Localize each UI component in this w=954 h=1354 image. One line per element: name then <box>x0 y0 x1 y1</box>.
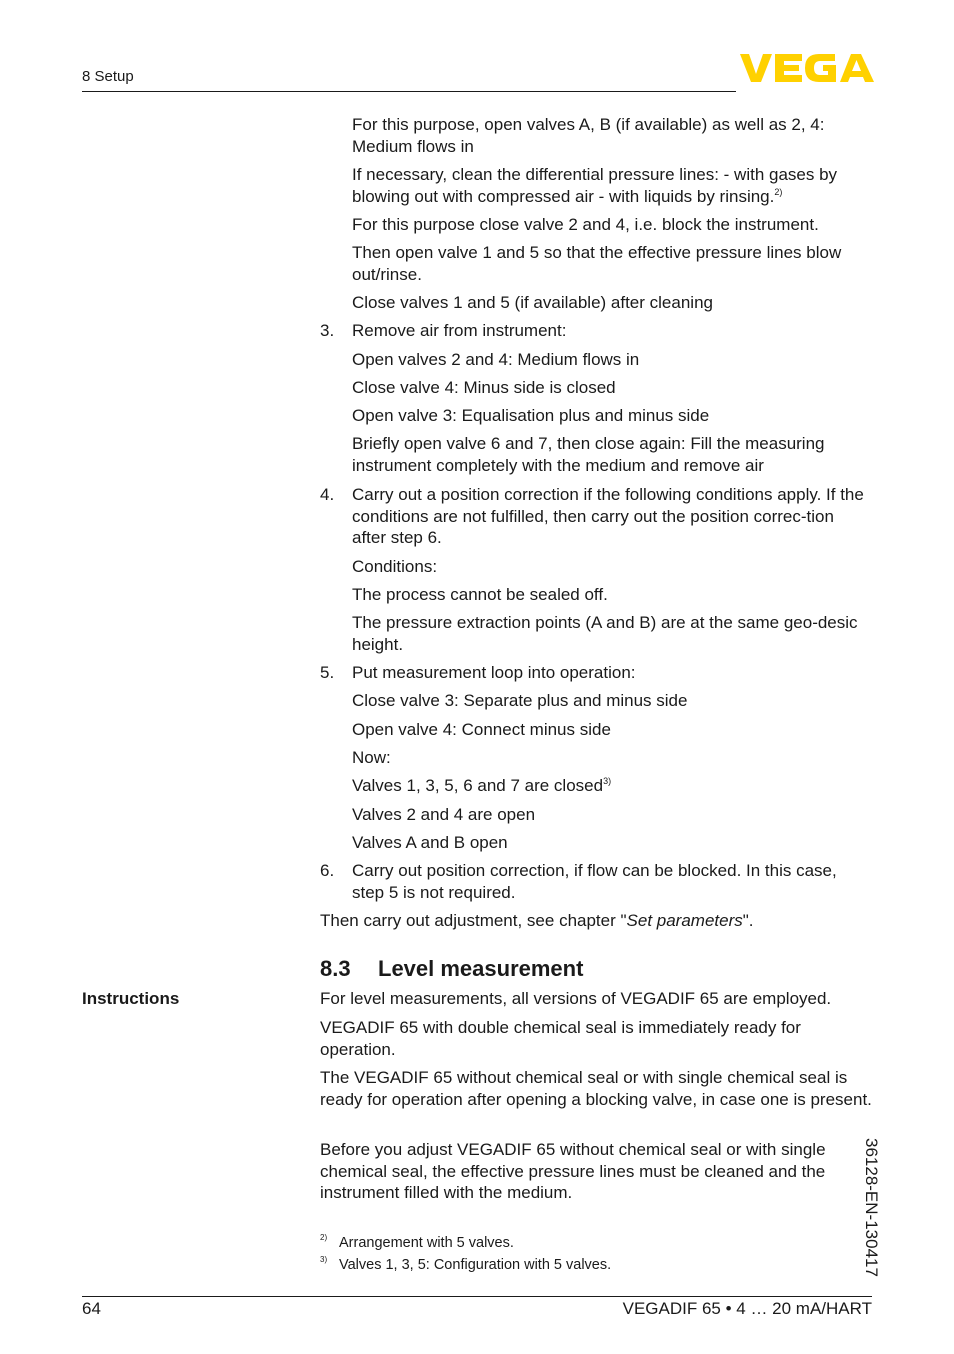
step-note: Now: <box>352 748 391 767</box>
step-note: Valves A and B open <box>352 833 508 852</box>
footnote-text: Valves 1, 3, 5: Configuration with 5 valves. <box>339 1257 612 1273</box>
step-note: Open valve 3: Equalisation plus and minus side <box>352 406 710 425</box>
step-note: For this purpose close valve 2 and 4, i.e. block the instrument. <box>352 215 819 234</box>
section-heading <box>320 956 583 982</box>
step-title: Carry out a position correction if the following conditions apply. If the conditions are not fulfilled, then carry out the position correc-tion after step 6. <box>352 485 864 547</box>
section-title: Level measurement <box>378 956 584 981</box>
header-divider <box>82 91 736 92</box>
running-header-section: 8 Setup <box>82 68 134 85</box>
step-number: 3. <box>320 321 335 340</box>
step-note: For this purpose, open valves A, B (if available) as well as 2, 4: Medium flows in <box>352 115 825 156</box>
step-number: 6. <box>320 861 335 880</box>
step-note: The process cannot be sealed off. <box>352 585 608 604</box>
footer-divider <box>82 1296 872 1297</box>
margin-label: Instructions <box>82 989 180 1008</box>
step-title: Put measurement loop into operation: <box>352 663 636 682</box>
step-note: Conditions: <box>352 557 438 576</box>
step-note: Valves 2 and 4 are open <box>352 805 536 824</box>
step-note: Briefly open valve 6 and 7, then close again: Fill the measuring instrument completely with the medium and remove air <box>352 434 825 475</box>
footnote-ref: 3) <box>603 776 612 786</box>
section-number: 8.3 <box>320 956 351 981</box>
step-note: Valves 1, 3, 5, 6 and 7 are closed$^{3)}$ <box>352 776 612 795</box>
document-title: VEGADIF 65 • 4 … 20 mA/HART <box>622 1299 872 1318</box>
footnote-text: Arrangement with 5 valves. <box>339 1235 514 1251</box>
paragraph: VEGADIF 65 with double chemical seal is immediately ready for operation. <box>320 1018 801 1059</box>
footnote-ref: 2) <box>774 186 783 197</box>
step-number: 4. <box>320 485 335 504</box>
step-note: Then open valve 1 and 5 so that the effective pressure lines blow out/rinse. <box>352 243 842 284</box>
paragraph: Before you adjust VEGADIF 65 without chemical seal or with single chemical seal, the effective pressure lines must be cleaned and the instrument filled with the medium. <box>320 1140 826 1202</box>
document-code-vertical <box>862 1138 903 1298</box>
paragraph: The VEGADIF 65 without chemical seal or with single chemical seal is ready for operation after opening a blocking valve, in case one is present. <box>320 1068 872 1109</box>
paragraph: For level measurements, all versions of VEGADIF 65 are employed. <box>320 989 832 1008</box>
step-note: Close valves 1 and 5 (if available) after cleaning <box>352 293 713 312</box>
step-title: Remove air from instrument: <box>352 321 567 340</box>
step-title: Carry out position correction, if flow can be blocked. In this case, step 5 is not required. <box>352 861 837 902</box>
step-note: Open valve 4: Connect minus side <box>352 720 611 739</box>
step-note: Close valve 4: Minus side is closed <box>352 378 616 397</box>
page-number: 64 <box>82 1299 101 1318</box>
vega-logo <box>740 52 874 84</box>
step-number: 5. <box>320 663 335 682</box>
step-note: The pressure extraction points (A and B) are at the same geo-desic height. <box>352 613 858 654</box>
step-note: Open valves 2 and 4: Medium flows in <box>352 350 640 369</box>
step-note: Close valve 3: Separate plus and minus side <box>352 691 688 710</box>
adjustment-reference: Then carry out adjustment, see chapter "Set parameters". <box>320 911 754 930</box>
step-note: If necessary, clean the differential pressure lines: - with gases by blowing out with compressed air - with liquids by rinsing.$^{2)}$ <box>352 165 838 206</box>
chapter-link[interactable]: Set parameters <box>626 911 743 930</box>
document-code: 36128-EN-130417 <box>862 1138 881 1277</box>
